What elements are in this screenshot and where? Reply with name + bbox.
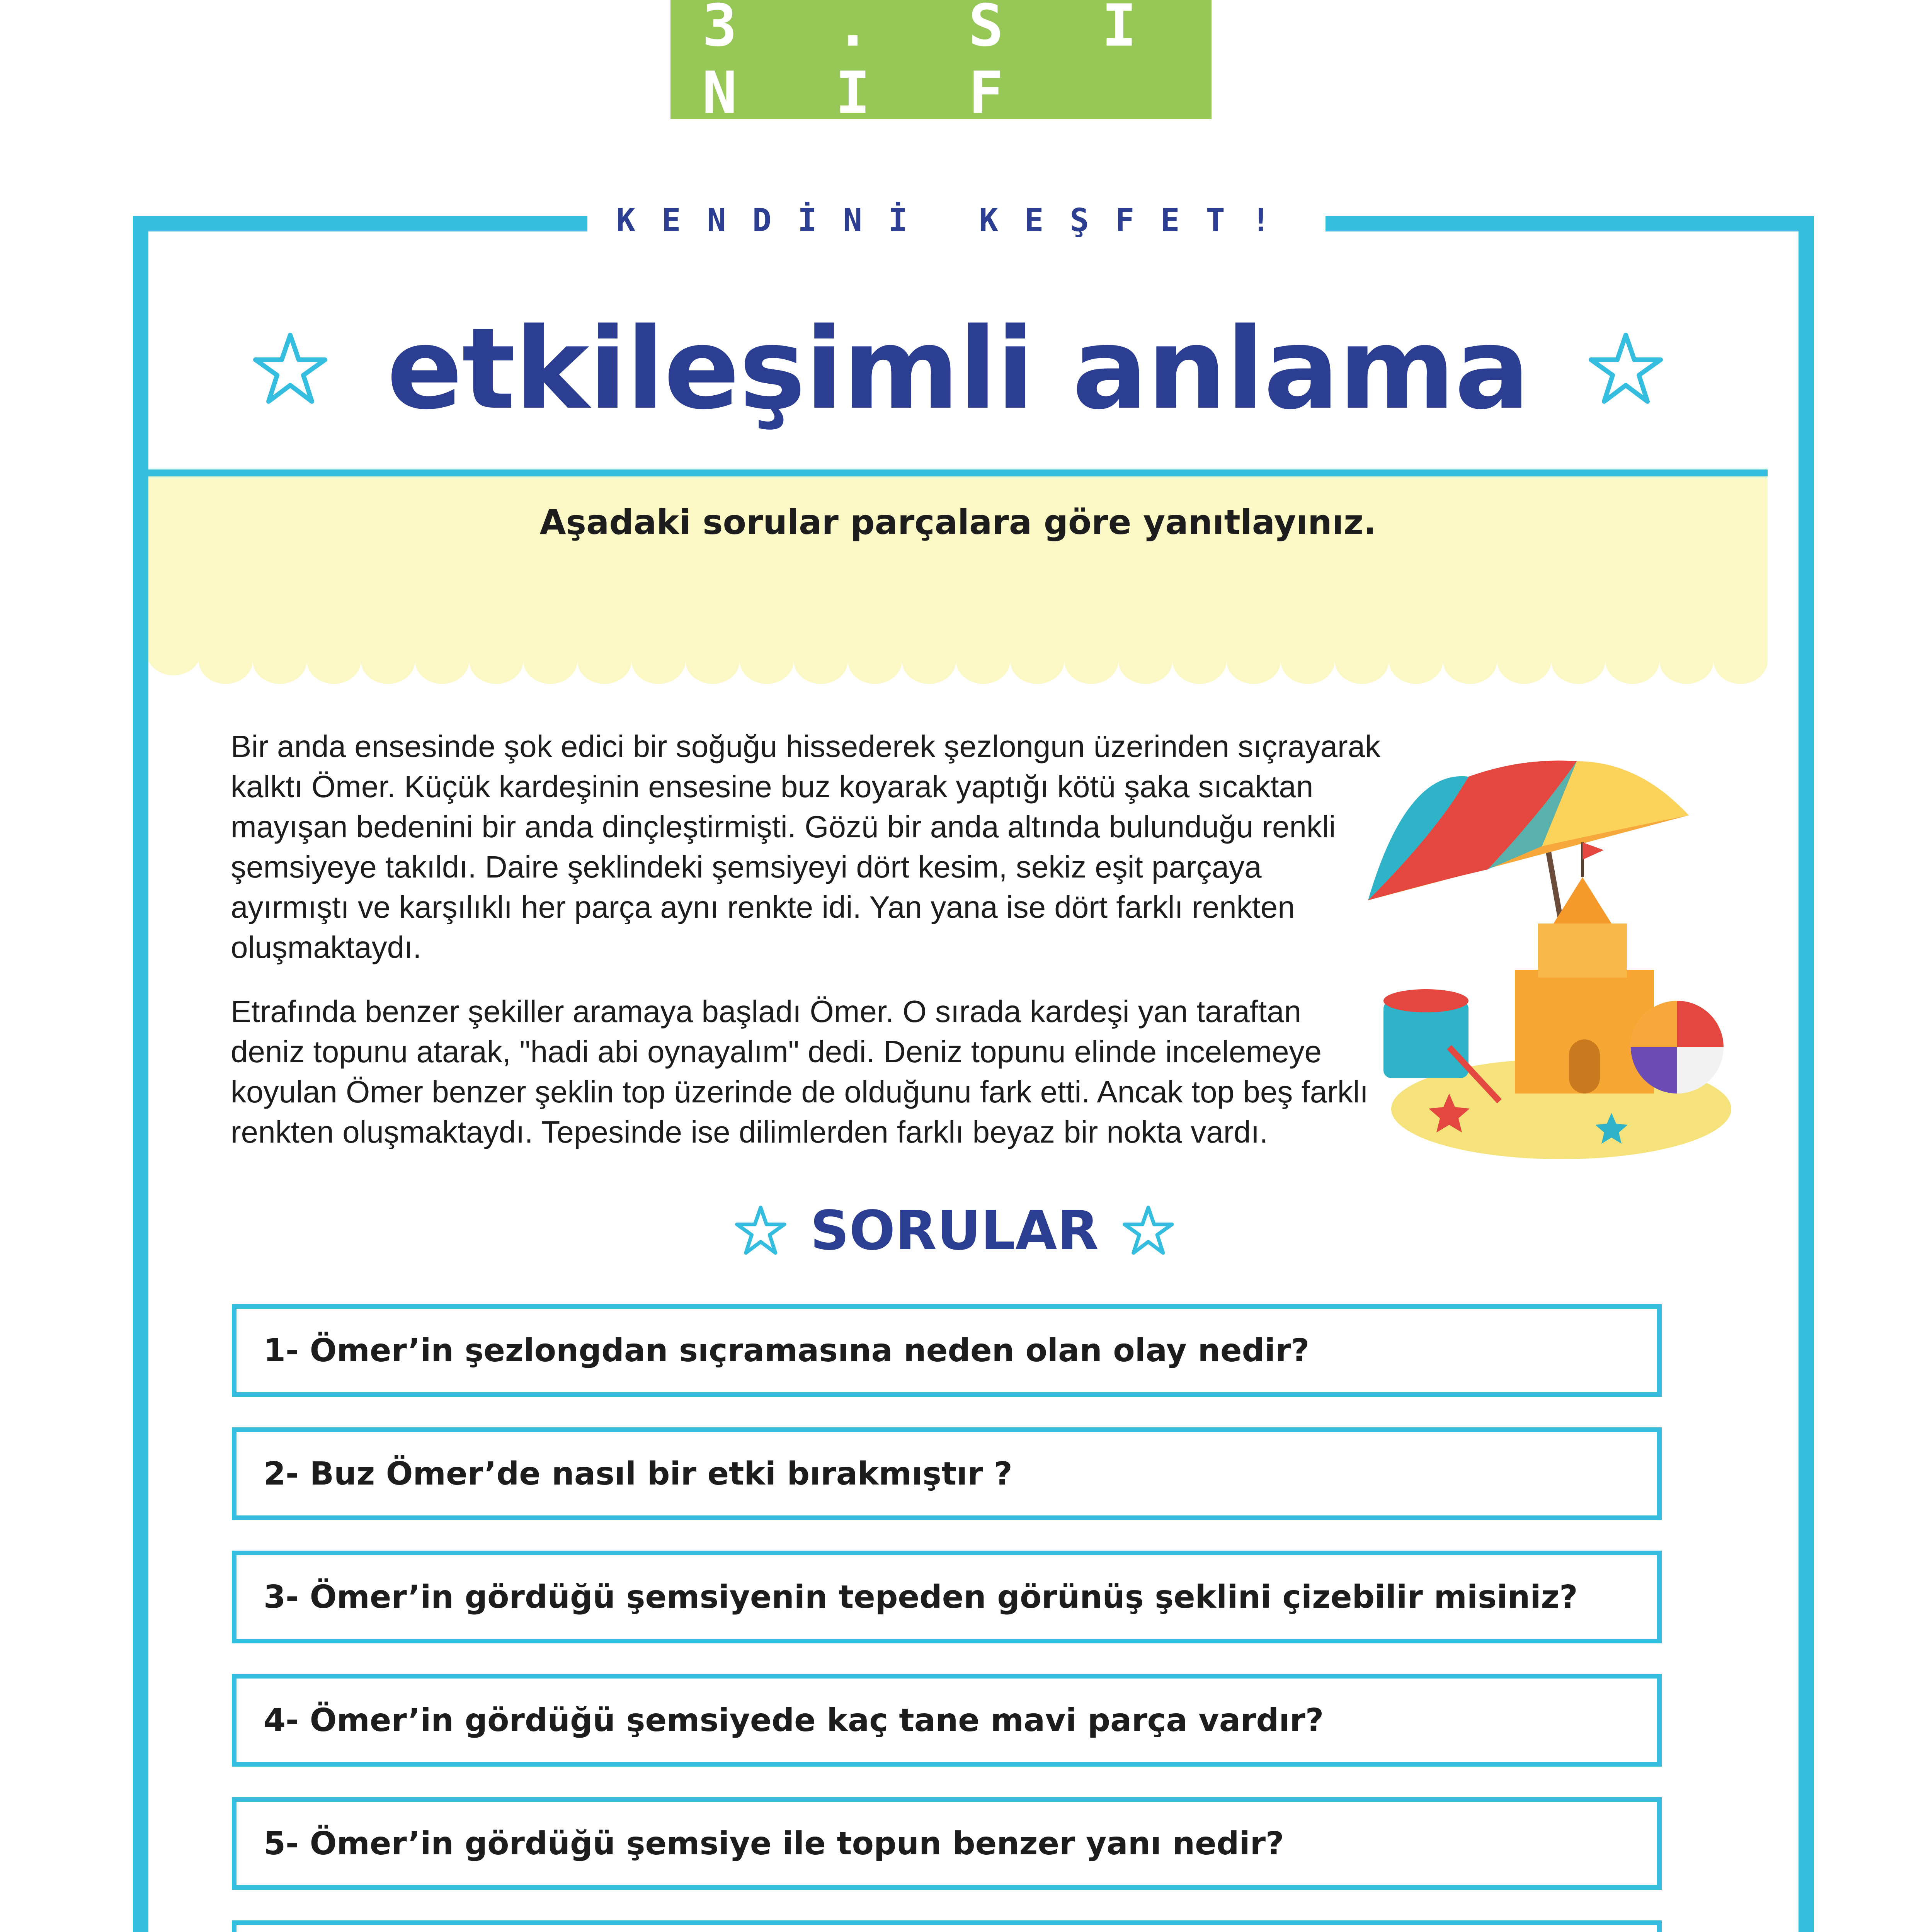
question-box-3[interactable]: 3- Ömer’in gördüğü şemsiyenin tepeden görünüş şeklini çizebilir misiniz? (232, 1551, 1662, 1643)
title-divider (148, 469, 1768, 476)
question-box-5[interactable]: 5- Ömer’in gördüğü şemsiye ile topun benzer yanı nedir? (232, 1797, 1662, 1890)
reading-passage (231, 726, 1382, 1176)
star-icon (734, 1204, 787, 1258)
questions-title: SORULAR (810, 1199, 1099, 1262)
question-box-1[interactable]: 1- Ömer’in şezlongdan sıçramasına neden olan olay nedir? (232, 1304, 1662, 1397)
question-box-6[interactable] (232, 1920, 1662, 1932)
page-title: etkileşimli anlama (386, 304, 1530, 434)
passage-paragraph: Etrafında benzer şekiller aramaya başladı Ömer. O sırada kardeşi yan taraftan deniz topunu atarak, "hadi abi oynayalım" dedi. Deniz topunu elinde incelemeye koyulan Ömer benzer şeklin top üzerinde de olduğunu fark etti. Ancak top beş farklı renkten oluşmaktaydı. Tepesinde ise dilimlerden farklı beyaz bir nokta vardı. (231, 994, 1368, 1149)
star-icon (1587, 330, 1664, 408)
subtitle: KENDİNİ KEŞFET! (616, 202, 1297, 239)
question-box-4[interactable]: 4- Ömer’in gördüğü şemsiyede kaç tane mavi parça vardır? (232, 1674, 1662, 1767)
grade-tab (670, 0, 1212, 127)
grade-label: 3 . S I N I F (702, 0, 1169, 127)
passage-paragraph: Bir anda ensesinde şok edici bir soğuğu hissederek şezlongun üzerinden sıçrayarak kalktı Ömer. Küçük kardeşinin ensesine buz koyarak yaptığı kötü şaka sıcaktan mayışan bedenini bir anda dinçleştirmişti. Gözü bir anda altında bulunduğu renkli şemsiyeye takıldı. Daire şeklindeki şemsiyeyi dört kesim, sekiz eşit parçaya ayırmıştı ve karşılıklı her parça aynı renkte idi. Yan yana ise dört farklı renkten oluşmaktaydı. (231, 729, 1381, 964)
star-icon (252, 330, 329, 408)
title-row (148, 278, 1768, 460)
scallop-edge (148, 638, 1768, 688)
star-icon (1122, 1204, 1175, 1258)
question-box-2[interactable]: 2- Buz Ömer’de nasıl bir etki bırakmıştır ? (232, 1427, 1662, 1520)
instruction-text: Aşadaki sorular parçalara göre yanıtlayınız. (539, 502, 1377, 542)
beach-illustration (1360, 753, 1743, 1175)
questions-heading (734, 1182, 1175, 1279)
